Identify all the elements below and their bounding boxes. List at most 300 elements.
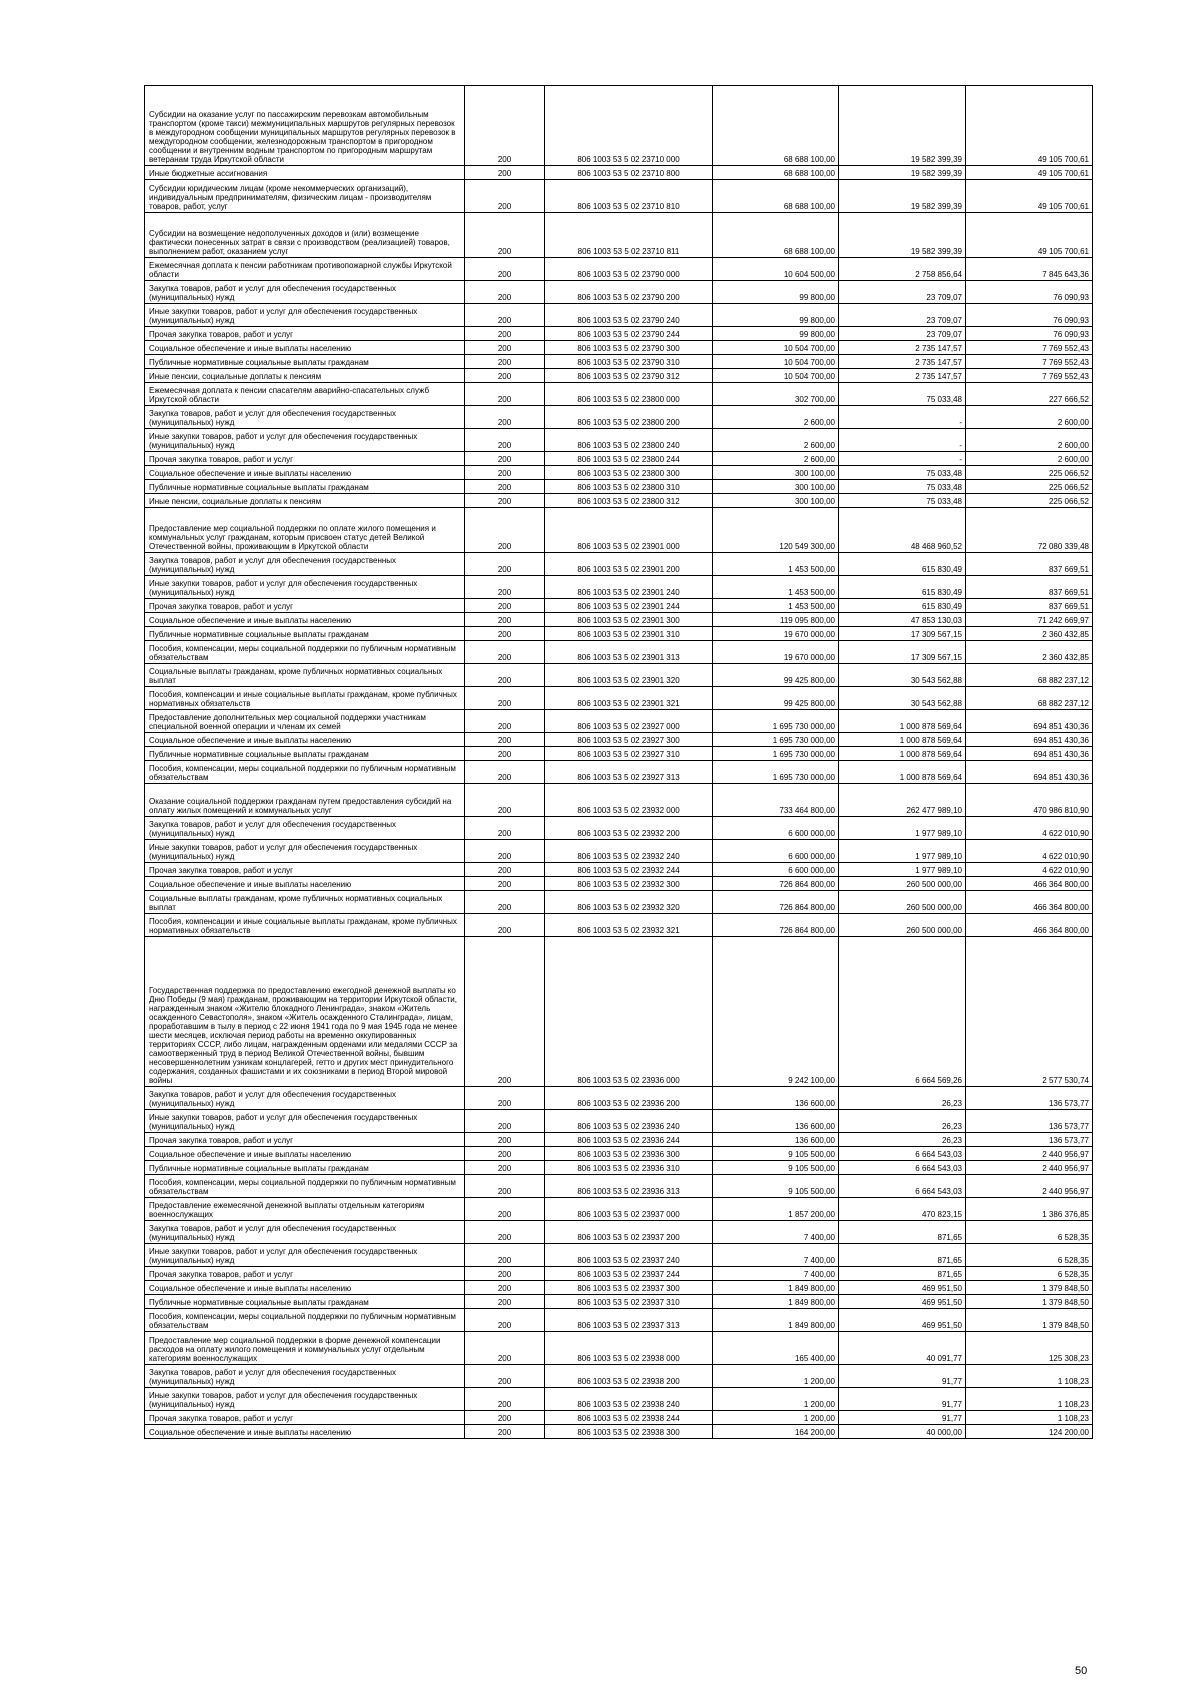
- row-unexecuted-amount-cell: 2 600,00: [966, 406, 1093, 429]
- row-classification-code-cell: 806 1003 53 5 02 23938 000: [545, 1332, 713, 1365]
- row-code-cell: 200: [465, 733, 545, 747]
- row-approved-amount-cell: 302 700,00: [713, 383, 839, 406]
- row-name-cell: Социальное обеспечение и иные выплаты населению: [145, 466, 465, 480]
- row-name-cell: Закупка товаров, работ и услуг для обеспечения государственных (муниципальных) нужд: [145, 553, 465, 576]
- row-name-cell: Социальное обеспечение и иные выплаты населению: [145, 341, 465, 355]
- row-unexecuted-amount-cell: 4 622 010,90: [966, 863, 1093, 877]
- row-name-cell: Субсидии юридическим лицам (кроме некоммерческих организаций), индивидуальным предпринимателям, физическим лицам - производителям товаров, работ, услуг: [145, 180, 465, 213]
- row-classification-code-cell: 806 1003 53 5 02 23938 200: [545, 1365, 713, 1388]
- row-classification-code-cell: 806 1003 53 5 02 23936 000: [545, 937, 713, 1087]
- table-row: [145, 687, 1093, 710]
- row-code-cell: 200: [465, 480, 545, 494]
- row-classification-code-cell: 806 1003 53 5 02 23901 240: [545, 576, 713, 599]
- row-name-cell: Публичные нормативные социальные выплаты гражданам: [145, 1295, 465, 1309]
- row-classification-code-cell: 806 1003 53 5 02 23938 240: [545, 1388, 713, 1411]
- row-executed-amount-cell: 75 033,48: [839, 383, 966, 406]
- row-name-cell: Иные закупки товаров, работ и услуг для обеспечения государственных (муниципальных) нужд: [145, 1244, 465, 1267]
- row-unexecuted-amount-cell: 7 769 552,43: [966, 369, 1093, 383]
- row-classification-code-cell: 806 1003 53 5 02 23800 000: [545, 383, 713, 406]
- row-approved-amount-cell: 6 600 000,00: [713, 863, 839, 877]
- row-executed-amount-cell: 2 735 147,57: [839, 369, 966, 383]
- table-row: [145, 508, 1093, 553]
- row-code-cell: 200: [465, 1244, 545, 1267]
- row-classification-code-cell: 806 1003 53 5 02 23937 000: [545, 1198, 713, 1221]
- row-name-cell: Иные закупки товаров, работ и услуг для обеспечения государственных (муниципальных) нужд: [145, 429, 465, 452]
- row-executed-amount-cell: -: [839, 452, 966, 466]
- row-unexecuted-amount-cell: 466 364 800,00: [966, 877, 1093, 891]
- table-row: [145, 466, 1093, 480]
- row-name-cell: Закупка товаров, работ и услуг для обеспечения государственных (муниципальных) нужд: [145, 1087, 465, 1110]
- table-row: [145, 733, 1093, 747]
- row-approved-amount-cell: 99 800,00: [713, 327, 839, 341]
- row-name-cell: Прочая закупка товаров, работ и услуг: [145, 599, 465, 613]
- row-approved-amount-cell: 10 604 500,00: [713, 258, 839, 281]
- row-code-cell: 200: [465, 213, 545, 258]
- row-classification-code-cell: 806 1003 53 5 02 23790 312: [545, 369, 713, 383]
- row-name-cell: Пособия, компенсации и иные социальные выплаты гражданам, кроме публичных нормативных обязательств: [145, 914, 465, 937]
- row-approved-amount-cell: 10 504 700,00: [713, 355, 839, 369]
- row-classification-code-cell: 806 1003 53 5 02 23790 240: [545, 304, 713, 327]
- row-approved-amount-cell: 726 864 800,00: [713, 914, 839, 937]
- row-unexecuted-amount-cell: 2 440 956,97: [966, 1147, 1093, 1161]
- row-approved-amount-cell: 7 400,00: [713, 1244, 839, 1267]
- row-name-cell: Пособия, компенсации, меры социальной поддержки по публичным нормативным обязательствам: [145, 1309, 465, 1332]
- row-approved-amount-cell: 68 688 100,00: [713, 86, 839, 166]
- row-unexecuted-amount-cell: 7 769 552,43: [966, 355, 1093, 369]
- row-name-cell: Пособия, компенсации, меры социальной поддержки по публичным нормативным обязательствам: [145, 761, 465, 784]
- row-executed-amount-cell: 30 543 562,88: [839, 687, 966, 710]
- row-name-cell: Публичные нормативные социальные выплаты гражданам: [145, 627, 465, 641]
- table-row: [145, 599, 1093, 613]
- row-executed-amount-cell: 30 543 562,88: [839, 664, 966, 687]
- row-executed-amount-cell: 19 582 399,39: [839, 86, 966, 166]
- row-unexecuted-amount-cell: 76 090,93: [966, 281, 1093, 304]
- row-approved-amount-cell: 726 864 800,00: [713, 891, 839, 914]
- table-row: [145, 710, 1093, 733]
- row-code-cell: 200: [465, 627, 545, 641]
- row-classification-code-cell: 806 1003 53 5 02 23938 300: [545, 1425, 713, 1439]
- table-row: [145, 1425, 1093, 1439]
- table-row: [145, 937, 1093, 1087]
- row-name-cell: Социальные выплаты гражданам, кроме публичных нормативных социальных выплат: [145, 664, 465, 687]
- row-approved-amount-cell: 99 425 800,00: [713, 664, 839, 687]
- table-row: [145, 341, 1093, 355]
- row-approved-amount-cell: 2 600,00: [713, 452, 839, 466]
- row-approved-amount-cell: 136 600,00: [713, 1110, 839, 1133]
- row-approved-amount-cell: 733 464 800,00: [713, 784, 839, 817]
- row-unexecuted-amount-cell: 49 105 700,61: [966, 180, 1093, 213]
- row-code-cell: 200: [465, 258, 545, 281]
- row-name-cell: Пособия, компенсации, меры социальной поддержки по публичным нормативным обязательствам: [145, 1175, 465, 1198]
- row-unexecuted-amount-cell: 136 573,77: [966, 1087, 1093, 1110]
- row-code-cell: 200: [465, 180, 545, 213]
- row-code-cell: 200: [465, 710, 545, 733]
- row-classification-code-cell: 806 1003 53 5 02 23937 300: [545, 1281, 713, 1295]
- row-approved-amount-cell: 300 100,00: [713, 494, 839, 508]
- row-classification-code-cell: 806 1003 53 5 02 23901 320: [545, 664, 713, 687]
- row-classification-code-cell: 806 1003 53 5 02 23901 321: [545, 687, 713, 710]
- row-code-cell: 200: [465, 576, 545, 599]
- table-row: [145, 627, 1093, 641]
- row-classification-code-cell: 806 1003 53 5 02 23800 310: [545, 480, 713, 494]
- row-name-cell: Иные закупки товаров, работ и услуг для обеспечения государственных (муниципальных) нужд: [145, 576, 465, 599]
- row-code-cell: 200: [465, 429, 545, 452]
- row-name-cell: Иные закупки товаров, работ и услуг для обеспечения государственных (муниципальных) нужд: [145, 1388, 465, 1411]
- row-unexecuted-amount-cell: 1 379 848,50: [966, 1309, 1093, 1332]
- row-approved-amount-cell: 10 504 700,00: [713, 341, 839, 355]
- row-approved-amount-cell: 99 425 800,00: [713, 687, 839, 710]
- row-approved-amount-cell: 1 695 730 000,00: [713, 761, 839, 784]
- row-classification-code-cell: 806 1003 53 5 02 23710 800: [545, 166, 713, 180]
- row-code-cell: 200: [465, 1281, 545, 1295]
- row-approved-amount-cell: 19 670 000,00: [713, 641, 839, 664]
- row-code-cell: 200: [465, 406, 545, 429]
- row-executed-amount-cell: 19 582 399,39: [839, 213, 966, 258]
- row-code-cell: 200: [465, 1175, 545, 1198]
- row-unexecuted-amount-cell: 1 108,23: [966, 1388, 1093, 1411]
- row-executed-amount-cell: 1 000 878 569,64: [839, 747, 966, 761]
- row-unexecuted-amount-cell: 136 573,77: [966, 1133, 1093, 1147]
- row-classification-code-cell: 806 1003 53 5 02 23901 300: [545, 613, 713, 627]
- row-classification-code-cell: 806 1003 53 5 02 23901 000: [545, 508, 713, 553]
- row-code-cell: 200: [465, 937, 545, 1087]
- row-name-cell: Социальные выплаты гражданам, кроме публичных нормативных социальных выплат: [145, 891, 465, 914]
- table-row: [145, 355, 1093, 369]
- table-row: [145, 452, 1093, 466]
- row-executed-amount-cell: 615 830,49: [839, 576, 966, 599]
- row-unexecuted-amount-cell: 2 360 432,85: [966, 641, 1093, 664]
- row-unexecuted-amount-cell: 2 577 530,74: [966, 937, 1093, 1087]
- row-approved-amount-cell: 1 695 730 000,00: [713, 733, 839, 747]
- row-code-cell: 200: [465, 494, 545, 508]
- row-code-cell: 200: [465, 1332, 545, 1365]
- table-row: [145, 1309, 1093, 1332]
- row-name-cell: Субсидии на оказание услуг по пассажирским перевозкам автомобильным транспортом (кроме такси) межмуниципальных маршрутов регулярных перевозок в междугородном сообщении муниципальных маршрутов регулярных перевозок в междугородном сообщении, железнодорожным транспортом в пригородном сообщении и внутренним водным транспортом по пригородным маршрутам ветеранам труда Иркутской области: [145, 86, 465, 166]
- row-code-cell: 200: [465, 747, 545, 761]
- row-code-cell: 200: [465, 383, 545, 406]
- row-name-cell: Социальное обеспечение и иные выплаты населению: [145, 1147, 465, 1161]
- row-executed-amount-cell: 469 951,50: [839, 1309, 966, 1332]
- row-unexecuted-amount-cell: 466 364 800,00: [966, 914, 1093, 937]
- row-executed-amount-cell: 470 823,15: [839, 1198, 966, 1221]
- row-unexecuted-amount-cell: 694 851 430,36: [966, 710, 1093, 733]
- table-row: [145, 576, 1093, 599]
- row-unexecuted-amount-cell: 7 845 643,36: [966, 258, 1093, 281]
- row-executed-amount-cell: 615 830,49: [839, 553, 966, 576]
- row-executed-amount-cell: 23 709,07: [839, 327, 966, 341]
- row-name-cell: Прочая закупка товаров, работ и услуг: [145, 452, 465, 466]
- row-approved-amount-cell: 1 849 800,00: [713, 1309, 839, 1332]
- row-code-cell: 200: [465, 599, 545, 613]
- row-code-cell: 200: [465, 1295, 545, 1309]
- row-unexecuted-amount-cell: 2 360 432,85: [966, 627, 1093, 641]
- row-code-cell: 200: [465, 341, 545, 355]
- row-name-cell: Предоставление дополнительных мер социальной поддержки участникам специальной военной операции и членам их семей: [145, 710, 465, 733]
- row-name-cell: Иные закупки товаров, работ и услуг для обеспечения государственных (муниципальных) нужд: [145, 840, 465, 863]
- row-name-cell: Закупка товаров, работ и услуг для обеспечения государственных (муниципальных) нужд: [145, 1365, 465, 1388]
- table-row: [145, 1147, 1093, 1161]
- row-classification-code-cell: 806 1003 53 5 02 23932 244: [545, 863, 713, 877]
- row-executed-amount-cell: 48 468 960,52: [839, 508, 966, 553]
- row-name-cell: Иные пенсии, социальные доплаты к пенсиям: [145, 494, 465, 508]
- row-unexecuted-amount-cell: 225 066,52: [966, 466, 1093, 480]
- row-executed-amount-cell: 26,23: [839, 1110, 966, 1133]
- table-row: [145, 1244, 1093, 1267]
- row-classification-code-cell: 806 1003 53 5 02 23927 310: [545, 747, 713, 761]
- row-executed-amount-cell: 871,65: [839, 1221, 966, 1244]
- row-code-cell: 200: [465, 281, 545, 304]
- row-unexecuted-amount-cell: 2 440 956,97: [966, 1161, 1093, 1175]
- row-unexecuted-amount-cell: 694 851 430,36: [966, 747, 1093, 761]
- row-executed-amount-cell: 40 000,00: [839, 1425, 966, 1439]
- row-name-cell: Социальное обеспечение и иные выплаты населению: [145, 1281, 465, 1295]
- row-unexecuted-amount-cell: 72 080 339,48: [966, 508, 1093, 553]
- row-classification-code-cell: 806 1003 53 5 02 23800 240: [545, 429, 713, 452]
- row-approved-amount-cell: 7 400,00: [713, 1267, 839, 1281]
- table-row: [145, 817, 1093, 840]
- row-name-cell: Прочая закупка товаров, работ и услуг: [145, 1267, 465, 1281]
- row-code-cell: 200: [465, 877, 545, 891]
- table-row: [145, 383, 1093, 406]
- row-classification-code-cell: 806 1003 53 5 02 23710 811: [545, 213, 713, 258]
- row-name-cell: Закупка товаров, работ и услуг для обеспечения государственных (муниципальных) нужд: [145, 281, 465, 304]
- row-executed-amount-cell: -: [839, 406, 966, 429]
- row-executed-amount-cell: 6 664 569,26: [839, 937, 966, 1087]
- row-classification-code-cell: 806 1003 53 5 02 23936 200: [545, 1087, 713, 1110]
- row-code-cell: 200: [465, 1309, 545, 1332]
- row-classification-code-cell: 806 1003 53 5 02 23936 313: [545, 1175, 713, 1198]
- row-code-cell: 200: [465, 1365, 545, 1388]
- row-executed-amount-cell: 75 033,48: [839, 494, 966, 508]
- row-classification-code-cell: 806 1003 53 5 02 23790 300: [545, 341, 713, 355]
- row-executed-amount-cell: 75 033,48: [839, 480, 966, 494]
- row-approved-amount-cell: 300 100,00: [713, 480, 839, 494]
- row-executed-amount-cell: 469 951,50: [839, 1281, 966, 1295]
- row-approved-amount-cell: 1 453 500,00: [713, 576, 839, 599]
- table-row: [145, 406, 1093, 429]
- row-unexecuted-amount-cell: 71 242 669,97: [966, 613, 1093, 627]
- row-approved-amount-cell: 9 105 500,00: [713, 1161, 839, 1175]
- table-row: [145, 1198, 1093, 1221]
- row-name-cell: Иные бюджетные ассигнования: [145, 166, 465, 180]
- row-name-cell: Публичные нормативные социальные выплаты гражданам: [145, 747, 465, 761]
- row-approved-amount-cell: 1 849 800,00: [713, 1295, 839, 1309]
- row-classification-code-cell: 806 1003 53 5 02 23936 310: [545, 1161, 713, 1175]
- row-code-cell: 200: [465, 355, 545, 369]
- table-row: [145, 304, 1093, 327]
- row-approved-amount-cell: 1 695 730 000,00: [713, 747, 839, 761]
- row-unexecuted-amount-cell: 6 528,35: [966, 1221, 1093, 1244]
- row-unexecuted-amount-cell: 227 666,52: [966, 383, 1093, 406]
- row-unexecuted-amount-cell: 2 600,00: [966, 452, 1093, 466]
- table-row: [145, 180, 1093, 213]
- row-classification-code-cell: 806 1003 53 5 02 23932 240: [545, 840, 713, 863]
- row-name-cell: Предоставление мер социальной поддержки в форме денежной компенсации расходов на оплату жилого помещения и коммунальных услуг отдельным категориям военнослужащих: [145, 1332, 465, 1365]
- row-code-cell: 200: [465, 891, 545, 914]
- row-executed-amount-cell: 19 582 399,39: [839, 180, 966, 213]
- row-code-cell: 200: [465, 641, 545, 664]
- row-approved-amount-cell: 19 670 000,00: [713, 627, 839, 641]
- row-classification-code-cell: 806 1003 53 5 02 23937 240: [545, 1244, 713, 1267]
- table-row: [145, 1411, 1093, 1425]
- row-executed-amount-cell: 1 000 878 569,64: [839, 761, 966, 784]
- row-unexecuted-amount-cell: 6 528,35: [966, 1267, 1093, 1281]
- row-code-cell: 200: [465, 86, 545, 166]
- row-approved-amount-cell: 164 200,00: [713, 1425, 839, 1439]
- table-row: [145, 281, 1093, 304]
- row-approved-amount-cell: 120 549 300,00: [713, 508, 839, 553]
- row-classification-code-cell: 806 1003 53 5 02 23800 200: [545, 406, 713, 429]
- table-row: [145, 1087, 1093, 1110]
- table-row: [145, 664, 1093, 687]
- row-executed-amount-cell: 260 500 000,00: [839, 891, 966, 914]
- row-executed-amount-cell: 91,77: [839, 1365, 966, 1388]
- row-name-cell: Публичные нормативные социальные выплаты гражданам: [145, 480, 465, 494]
- table-row: [145, 1221, 1093, 1244]
- row-approved-amount-cell: 9 242 100,00: [713, 937, 839, 1087]
- table-row: [145, 1332, 1093, 1365]
- row-approved-amount-cell: 9 105 500,00: [713, 1175, 839, 1198]
- table-row: [145, 1365, 1093, 1388]
- table-row: [145, 761, 1093, 784]
- row-classification-code-cell: 806 1003 53 5 02 23932 200: [545, 817, 713, 840]
- table-row: [145, 747, 1093, 761]
- row-approved-amount-cell: 136 600,00: [713, 1133, 839, 1147]
- row-executed-amount-cell: 615 830,49: [839, 599, 966, 613]
- row-classification-code-cell: 806 1003 53 5 02 23800 312: [545, 494, 713, 508]
- row-approved-amount-cell: 9 105 500,00: [713, 1147, 839, 1161]
- row-unexecuted-amount-cell: 470 986 810,90: [966, 784, 1093, 817]
- row-classification-code-cell: 806 1003 53 5 02 23901 310: [545, 627, 713, 641]
- row-name-cell: Государственная поддержка по предоставлению ежегодной денежной выплаты ко Дню Победы (9 мая) гражданам, проживающим на территории Иркутской области, награжденным знаком «Жителю блокадного Ленинграда», знаком «Житель осажденного Севастополя», знаком «Житель осажденного Сталинграда», лицам, проработавшим в тылу в период с 22 июня 1941 года по 9 мая 1945 года не менее шести месяцев, исключая период работы на временно оккупированных территориях СССР, либо лицам, награжденным орденами или медалями СССР за самоотверженный труд в период Великой Отечественной войны, бывшим несовершеннолетним узникам концлагерей, гетто и других мест принудительного содержания, созданных фашистами и их союзниками в период Второй мировой войны: [145, 937, 465, 1087]
- row-approved-amount-cell: 6 600 000,00: [713, 817, 839, 840]
- row-code-cell: 200: [465, 508, 545, 553]
- row-unexecuted-amount-cell: 124 200,00: [966, 1425, 1093, 1439]
- row-name-cell: Пособия, компенсации и иные социальные выплаты гражданам, кроме публичных нормативных обязательств: [145, 687, 465, 710]
- row-approved-amount-cell: 1 695 730 000,00: [713, 710, 839, 733]
- row-classification-code-cell: 806 1003 53 5 02 23932 000: [545, 784, 713, 817]
- row-unexecuted-amount-cell: 4 622 010,90: [966, 817, 1093, 840]
- row-code-cell: 200: [465, 1425, 545, 1439]
- row-name-cell: Иные закупки товаров, работ и услуг для обеспечения государственных (муниципальных) нужд: [145, 1110, 465, 1133]
- row-name-cell: Социальное обеспечение и иные выплаты населению: [145, 733, 465, 747]
- row-executed-amount-cell: 871,65: [839, 1267, 966, 1281]
- row-name-cell: Публичные нормативные социальные выплаты гражданам: [145, 355, 465, 369]
- row-classification-code-cell: 806 1003 53 5 02 23927 300: [545, 733, 713, 747]
- row-executed-amount-cell: -: [839, 429, 966, 452]
- row-code-cell: 200: [465, 1267, 545, 1281]
- row-executed-amount-cell: 871,65: [839, 1244, 966, 1267]
- table-row: [145, 1133, 1093, 1147]
- row-approved-amount-cell: 726 864 800,00: [713, 877, 839, 891]
- row-name-cell: Ежемесячная доплата к пенсии спасателям аварийно-спасательных служб Иркутской области: [145, 383, 465, 406]
- row-code-cell: 200: [465, 687, 545, 710]
- row-classification-code-cell: 806 1003 53 5 02 23790 244: [545, 327, 713, 341]
- row-executed-amount-cell: 75 033,48: [839, 466, 966, 480]
- row-classification-code-cell: 806 1003 53 5 02 23790 000: [545, 258, 713, 281]
- row-classification-code-cell: 806 1003 53 5 02 23936 300: [545, 1147, 713, 1161]
- row-unexecuted-amount-cell: 694 851 430,36: [966, 733, 1093, 747]
- table-row: [145, 1110, 1093, 1133]
- row-classification-code-cell: 806 1003 53 5 02 23800 244: [545, 452, 713, 466]
- row-classification-code-cell: 806 1003 53 5 02 23937 200: [545, 1221, 713, 1244]
- row-code-cell: 200: [465, 369, 545, 383]
- row-unexecuted-amount-cell: 76 090,93: [966, 327, 1093, 341]
- row-executed-amount-cell: 2 735 147,57: [839, 355, 966, 369]
- row-unexecuted-amount-cell: 4 622 010,90: [966, 840, 1093, 863]
- row-executed-amount-cell: 40 091,77: [839, 1332, 966, 1365]
- row-name-cell: Прочая закупка товаров, работ и услуг: [145, 1133, 465, 1147]
- row-unexecuted-amount-cell: 1 108,23: [966, 1365, 1093, 1388]
- row-approved-amount-cell: 68 688 100,00: [713, 213, 839, 258]
- row-approved-amount-cell: 2 600,00: [713, 429, 839, 452]
- row-unexecuted-amount-cell: 49 105 700,61: [966, 166, 1093, 180]
- row-code-cell: 200: [465, 1147, 545, 1161]
- table-row: [145, 327, 1093, 341]
- row-unexecuted-amount-cell: 136 573,77: [966, 1110, 1093, 1133]
- table-row: [145, 1267, 1093, 1281]
- row-code-cell: 200: [465, 863, 545, 877]
- row-name-cell: Закупка товаров, работ и услуг для обеспечения государственных (муниципальных) нужд: [145, 1221, 465, 1244]
- row-approved-amount-cell: 1 200,00: [713, 1411, 839, 1425]
- row-approved-amount-cell: 99 800,00: [713, 304, 839, 327]
- budget-report-table: [144, 85, 1093, 1439]
- row-classification-code-cell: 806 1003 53 5 02 23790 310: [545, 355, 713, 369]
- row-approved-amount-cell: 1 200,00: [713, 1365, 839, 1388]
- row-approved-amount-cell: 1 453 500,00: [713, 553, 839, 576]
- row-name-cell: Прочая закупка товаров, работ и услуг: [145, 327, 465, 341]
- row-unexecuted-amount-cell: 225 066,52: [966, 480, 1093, 494]
- row-code-cell: 200: [465, 1388, 545, 1411]
- row-executed-amount-cell: 26,23: [839, 1087, 966, 1110]
- row-unexecuted-amount-cell: 2 440 956,97: [966, 1175, 1093, 1198]
- row-classification-code-cell: 806 1003 53 5 02 23936 240: [545, 1110, 713, 1133]
- table-row: [145, 429, 1093, 452]
- row-classification-code-cell: 806 1003 53 5 02 23938 244: [545, 1411, 713, 1425]
- budget-report-table-container: [144, 85, 1092, 1439]
- row-unexecuted-amount-cell: 6 528,35: [966, 1244, 1093, 1267]
- row-code-cell: 200: [465, 1110, 545, 1133]
- table-row: [145, 1175, 1093, 1198]
- row-classification-code-cell: 806 1003 53 5 02 23710 000: [545, 86, 713, 166]
- table-row: [145, 891, 1093, 914]
- row-classification-code-cell: 806 1003 53 5 02 23937 244: [545, 1267, 713, 1281]
- row-code-cell: 200: [465, 1221, 545, 1244]
- row-code-cell: 200: [465, 613, 545, 627]
- row-name-cell: Ежемесячная доплата к пенсии работникам противопожарной службы Иркутской области: [145, 258, 465, 281]
- table-row: [145, 480, 1093, 494]
- row-executed-amount-cell: 6 664 543,03: [839, 1161, 966, 1175]
- row-classification-code-cell: 806 1003 53 5 02 23927 313: [545, 761, 713, 784]
- row-unexecuted-amount-cell: 76 090,93: [966, 304, 1093, 327]
- row-classification-code-cell: 806 1003 53 5 02 23800 300: [545, 466, 713, 480]
- row-classification-code-cell: 806 1003 53 5 02 23937 310: [545, 1295, 713, 1309]
- row-executed-amount-cell: 1 977 989,10: [839, 863, 966, 877]
- row-code-cell: 200: [465, 761, 545, 784]
- row-name-cell: Социальное обеспечение и иные выплаты населению: [145, 613, 465, 627]
- row-approved-amount-cell: 68 688 100,00: [713, 180, 839, 213]
- row-unexecuted-amount-cell: 1 386 376,85: [966, 1198, 1093, 1221]
- row-code-cell: 200: [465, 664, 545, 687]
- row-classification-code-cell: 806 1003 53 5 02 23932 321: [545, 914, 713, 937]
- row-executed-amount-cell: 26,23: [839, 1133, 966, 1147]
- row-code-cell: 200: [465, 466, 545, 480]
- row-classification-code-cell: 806 1003 53 5 02 23901 200: [545, 553, 713, 576]
- row-approved-amount-cell: 10 504 700,00: [713, 369, 839, 383]
- table-row: [145, 877, 1093, 891]
- row-approved-amount-cell: 1 857 200,00: [713, 1198, 839, 1221]
- row-code-cell: 200: [465, 304, 545, 327]
